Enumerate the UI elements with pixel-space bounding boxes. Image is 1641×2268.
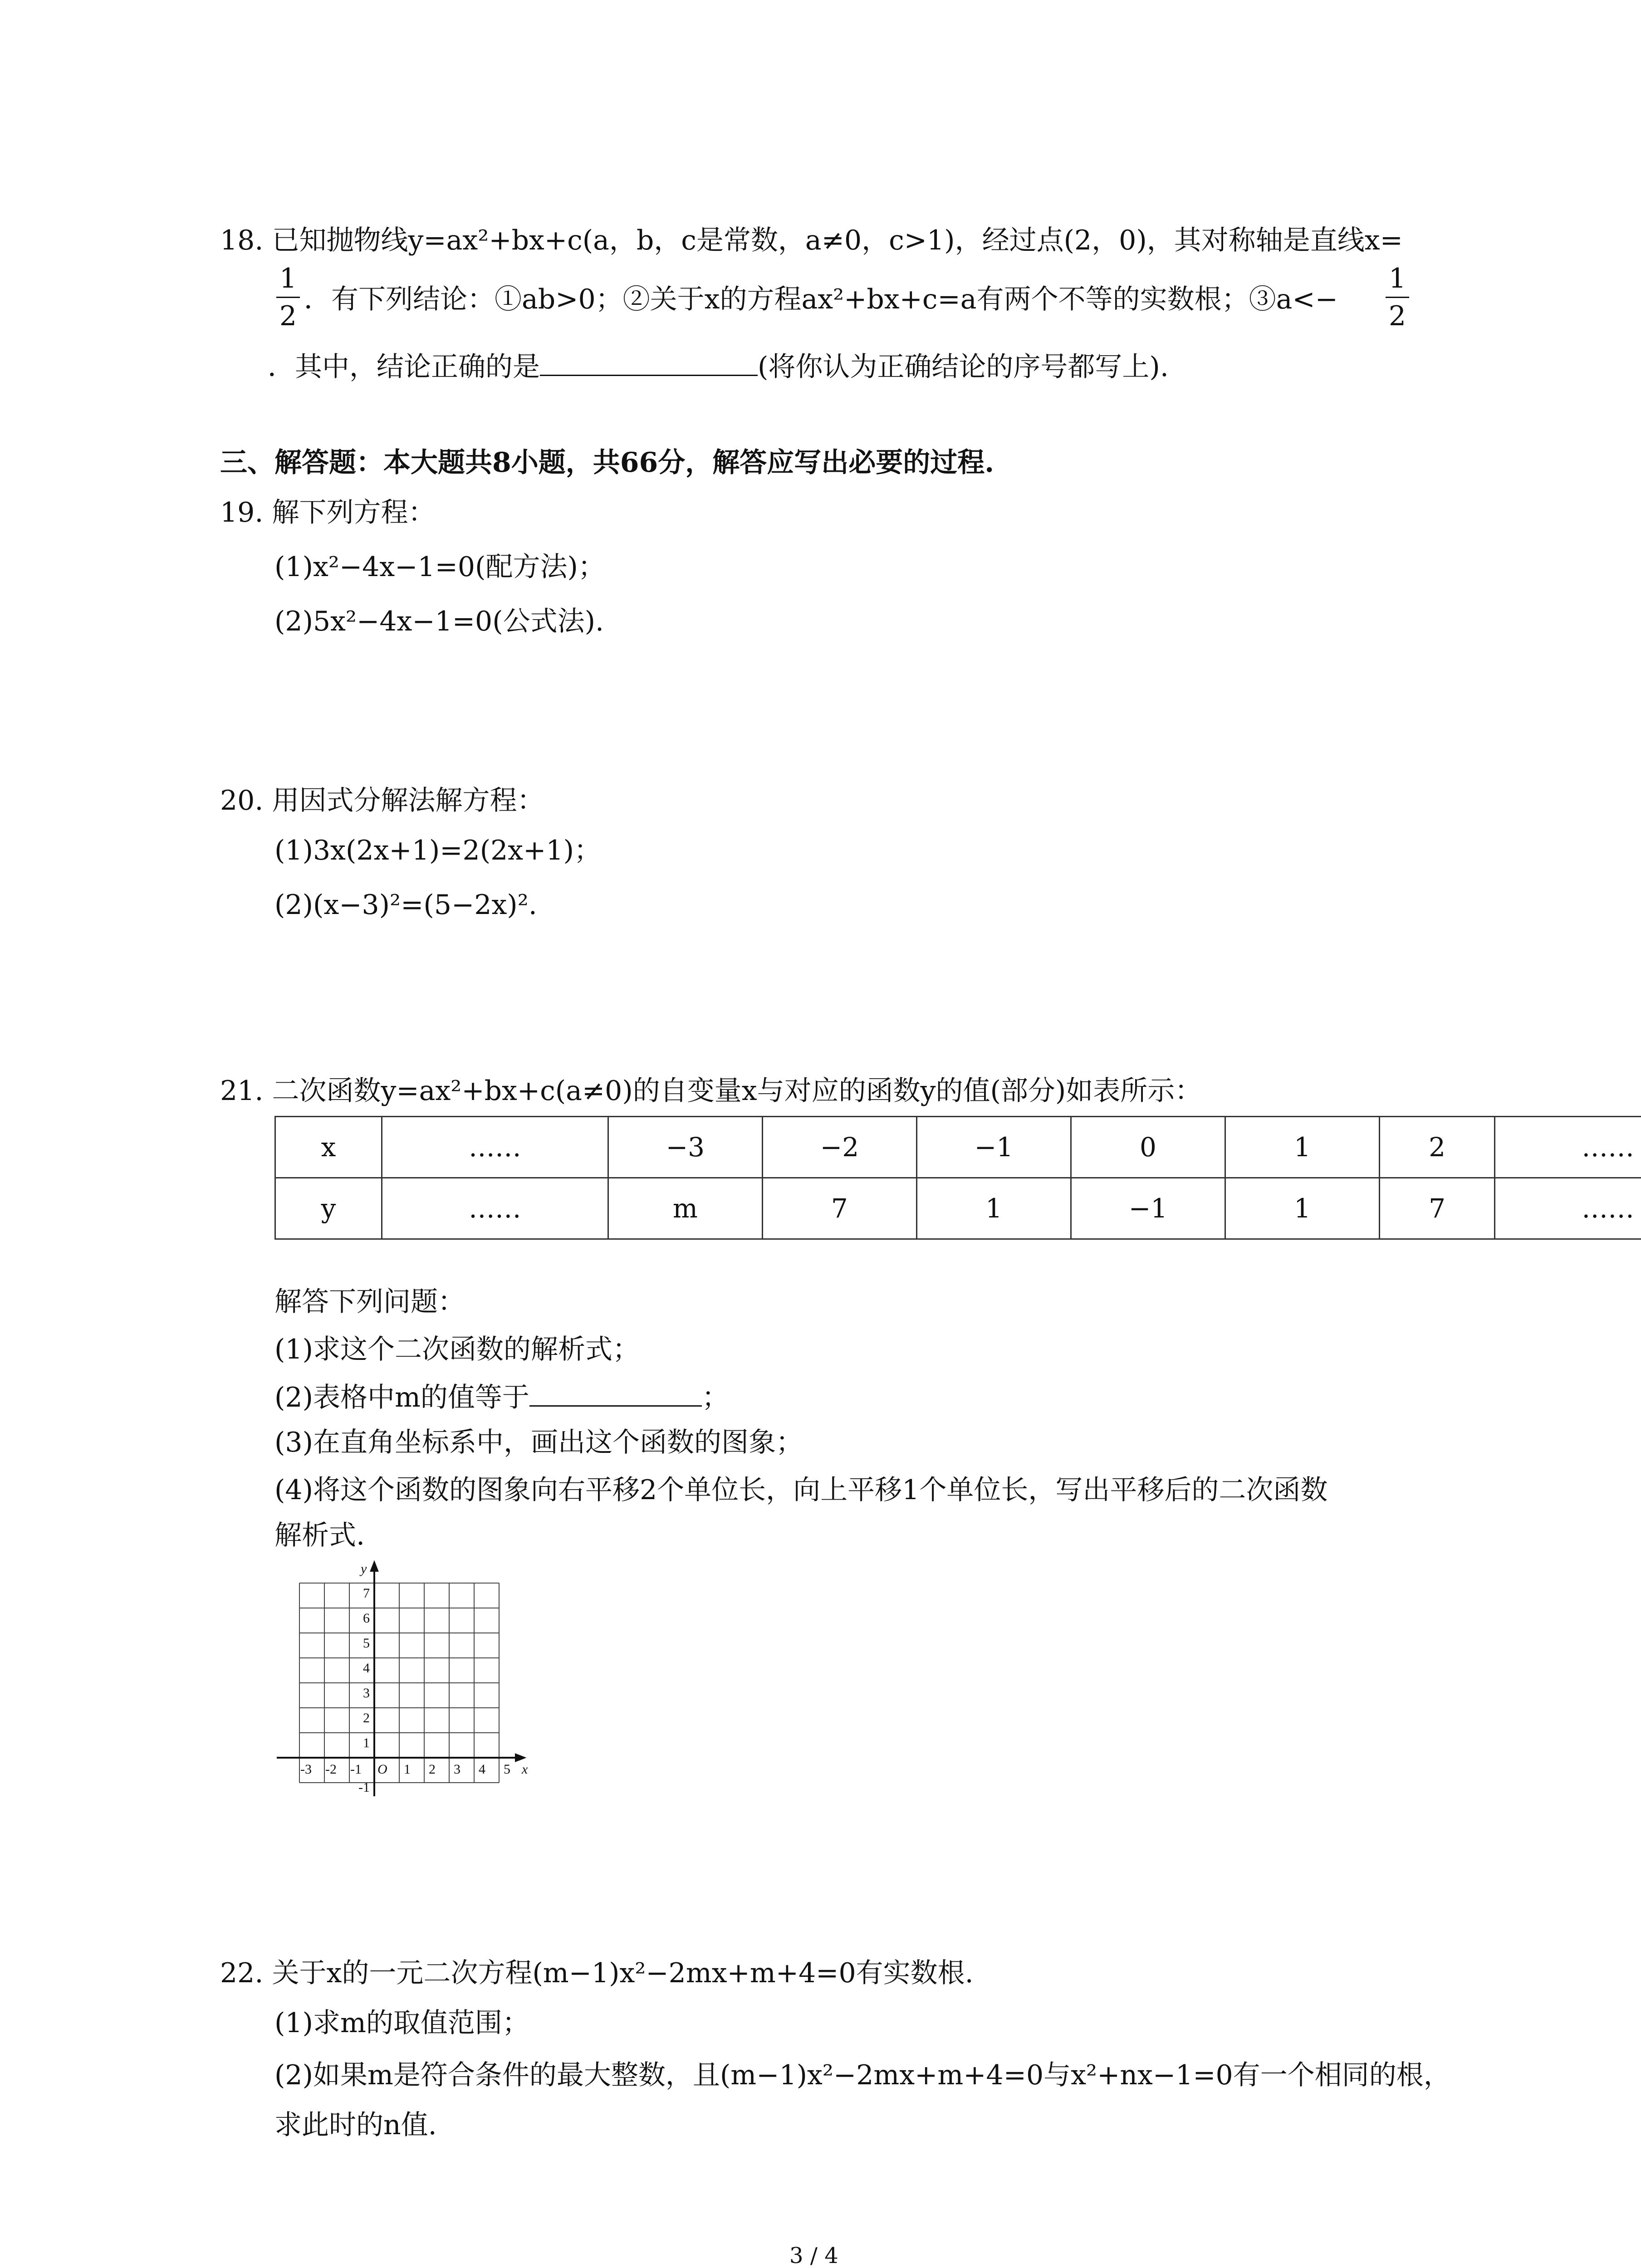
table-cell: 1 (916, 1178, 1071, 1239)
q21-part2b: ； (701, 1382, 729, 1413)
q21-part2a: (2)表格中m的值等于 (274, 1382, 529, 1413)
q18-fraction (274, 262, 302, 332)
q18-line3 (268, 348, 1169, 385)
table-cell: …… (382, 1178, 608, 1239)
y-axis-label: y (361, 1561, 367, 1576)
q21-intro: 解答下列问题： (274, 1286, 465, 1318)
table-cell: x (275, 1117, 382, 1178)
table-cell: 7 (1380, 1178, 1495, 1239)
q21-part3: (3)在直角坐标系中，画出这个函数的图象； (274, 1427, 803, 1458)
q20-part2: (2)(x−3)²=(5−2x)². (274, 889, 537, 921)
table-cell: −1 (1071, 1178, 1225, 1239)
q22-part2a: (2)如果m是符合条件的最大整数，且(m−1)x²−2mx+m+4=0与x²+nx−1=0有一个相同的根， (274, 2059, 1451, 2091)
q19-part2: (2)5x²−4x−1=0(公式法). (274, 606, 604, 637)
q20-title: 20. 用因式分解法解方程： (220, 785, 544, 816)
table-cell: 1 (1225, 1178, 1379, 1239)
y-tick-label: 5 (363, 1636, 370, 1651)
q18-line3b: (将你认为正确结论的序号都写上). (758, 351, 1169, 383)
q18-line3a: ．其中，结论正确的是 (268, 351, 540, 383)
axes (277, 1563, 524, 1796)
section3-heading: 三、解答题：本大题共8小题，共66分，解答应写出必要的过程. (220, 447, 994, 479)
x-axis-label: x (522, 1762, 528, 1777)
table-cell: −3 (608, 1117, 762, 1178)
y-tick-label: 6 (363, 1611, 370, 1626)
q18-line2: ．有下列结论：①ab>0；②关于x的方程ax²+bx+c=a有两个不等的实数根；③a<− (304, 284, 1338, 315)
table-cell: y (275, 1178, 382, 1239)
q21-part1: (1)求这个二次函数的解析式； (274, 1334, 640, 1365)
table-cell: −1 (916, 1117, 1071, 1178)
y-tick-label: 1 (363, 1735, 370, 1750)
q21-title: 21. 二次函数y=ax²+bx+c(a≠0)的自变量x与对应的函数y的值(部分)如表所示： (220, 1075, 1202, 1107)
y-tick-label: 7 (363, 1586, 370, 1601)
q18-frac-num: 1 (279, 263, 297, 294)
table-row-y (275, 1178, 1641, 1239)
x-tick-label: 3 (454, 1762, 460, 1777)
x-tick-label: -1 (350, 1762, 362, 1777)
grid-lines (299, 1583, 499, 1783)
x-tick-label: -2 (325, 1762, 337, 1777)
x-tick-label: 1 (404, 1762, 411, 1777)
table-cell: …… (382, 1117, 608, 1178)
table-cell: 1 (1225, 1117, 1379, 1178)
q20-part1: (1)3x(2x+1)=2(2x+1)； (274, 835, 601, 866)
q21-part4b: 解析式. (274, 1520, 365, 1551)
q21-m-blank[interactable] (529, 1379, 702, 1407)
y-tick-label: 2 (363, 1711, 370, 1725)
table-row-x (275, 1117, 1641, 1178)
origin-label: O (377, 1762, 387, 1777)
q21-part2 (274, 1379, 729, 1416)
y-tick-label: 4 (363, 1661, 370, 1676)
x-tick-label: 2 (429, 1762, 436, 1777)
table-cell: 2 (1380, 1117, 1495, 1178)
q22-part2b: 求此时的n值. (274, 2109, 437, 2141)
q21-part4a: (4)将这个函数的图象向右平移2个单位长，向上平移1个单位长，写出平移后的二次函数 (274, 1474, 1328, 1506)
q18-frac2-num: 1 (1388, 263, 1406, 294)
q19-title: 19. 解下列方程： (220, 497, 436, 528)
table-cell: m (608, 1178, 762, 1239)
y-tick-label: -1 (358, 1780, 370, 1795)
q21-value-table (274, 1116, 1641, 1240)
table-cell: 7 (762, 1178, 916, 1239)
q18-line1: 18. 已知抛物线y=ax²+bx+c(a，b，c是常数，a≠0，c>1)，经过点(2，0)，其对称轴是直线x= (220, 225, 1403, 256)
x-tick-label: 4 (479, 1762, 485, 1777)
x-tick-label: -3 (300, 1762, 312, 1777)
q21-coordinate-grid (272, 1560, 535, 1810)
q22-part1: (1)求m的取值范围； (274, 2007, 529, 2039)
q18-answer-blank[interactable] (540, 348, 758, 376)
table-cell: …… (1495, 1178, 1641, 1239)
q22-title: 22. 关于x的一元二次方程(m−1)x²−2mx+m+4=0有实数根. (220, 1957, 974, 1989)
q18-frac-den: 2 (279, 300, 297, 332)
table-cell: 0 (1071, 1117, 1225, 1178)
q18-fraction-2 (1384, 262, 1411, 332)
y-tick-label: 3 (363, 1686, 370, 1701)
y-axis-arrow (371, 1563, 377, 1571)
table-cell: …… (1495, 1117, 1641, 1178)
q18-frac2-den: 2 (1388, 300, 1406, 332)
x-axis-arrow (516, 1755, 524, 1761)
page-number: 3 / 4 (789, 2243, 838, 2268)
table-cell: −2 (762, 1117, 916, 1178)
q19-part1: (1)x²−4x−1=0(配方法)； (274, 551, 605, 583)
x-tick-label: 5 (504, 1762, 510, 1777)
